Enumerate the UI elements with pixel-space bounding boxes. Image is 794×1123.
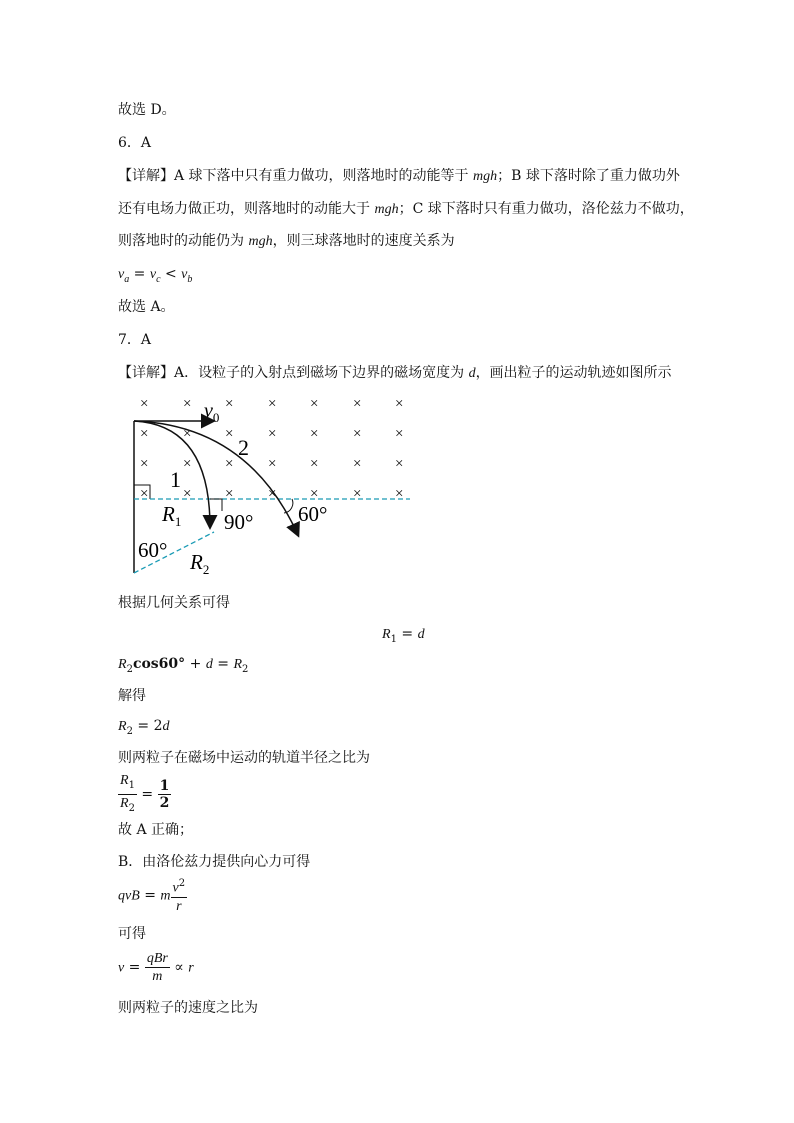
label-angle-60-right: 60° [298, 502, 328, 526]
ratio-intro: 则两粒子在磁场中运动的轨道半径之比为 [118, 750, 370, 766]
equation-velocity: v = $\frac{\text{qBr}}{m}$ ∝ r [118, 951, 194, 984]
field-cross: × [140, 486, 149, 502]
field-cross: × [310, 486, 319, 502]
field-cross: × [183, 486, 192, 502]
field-cross: × [225, 426, 234, 442]
equation-lorentz: qvB = m $\frac{v^2}{r}$ [118, 878, 186, 914]
explanation-7-line1: 【详解】A．设粒子的入射点到磁场下边界的磁场宽度为 d，画出粒子的运动轨迹如图所示 [118, 365, 672, 381]
field-cross: × [183, 396, 192, 412]
label-r2: $R_2$ [190, 550, 210, 577]
answer-6: 6．A [118, 135, 152, 151]
label-v0: $v_0$ [204, 400, 220, 425]
field-cross: × [353, 396, 362, 412]
field-cross: × [183, 456, 192, 472]
field-cross: × [353, 486, 362, 502]
speed-ratio-intro: 则两粒子的速度之比为 [118, 1000, 258, 1016]
label-angle-90: 90° [224, 510, 254, 534]
field-cross: × [183, 426, 192, 442]
explanation-6-line2: 还有电场力做正功，则落地时的动能大于 mgh；C 球下落时只有重力做功，洛伦兹力不做功， [118, 201, 694, 217]
field-cross: × [353, 426, 362, 442]
derive-label: 可得 [118, 926, 146, 942]
field-cross: × [140, 396, 149, 412]
label-trajectory-1: 1 [170, 467, 181, 492]
label-r1: $R_1$ [162, 502, 182, 529]
equation-r1: $R_1 = d$ [382, 626, 425, 645]
field-cross: × [225, 396, 234, 412]
field-cross: × [395, 396, 404, 412]
trajectory-figure [118, 385, 418, 580]
equation-r2-geometry: $R_2\cos 60^\circ + d = R_2$ [118, 656, 249, 675]
field-cross: × [225, 456, 234, 472]
line-select-d: 故选 D。 [118, 102, 176, 118]
part-b-intro: B．由洛伦兹力提供向心力可得 [118, 854, 311, 870]
label-trajectory-2: 2 [238, 435, 249, 460]
field-cross: × [268, 456, 277, 472]
right-angle-mark-90 [210, 499, 222, 511]
answer-7: 7．A [118, 332, 152, 348]
detail-tag: 【详解】 [118, 168, 174, 184]
field-cross: × [353, 456, 362, 472]
field-cross: × [225, 486, 234, 502]
field-cross: × [310, 456, 319, 472]
field-cross: × [140, 426, 149, 442]
equation-r2-result: $R_2 = 2d$ [118, 718, 170, 737]
field-cross: × [395, 486, 404, 502]
field-cross: × [395, 456, 404, 472]
solve-label: 解得 [118, 688, 146, 704]
field-cross: × [140, 456, 149, 472]
equation-radius-ratio: $\frac{R_1}{R_2}$ = $\frac{1}{2}$ [120, 773, 170, 814]
field-cross: × [268, 486, 277, 502]
label-angle-60-left: 60° [138, 538, 168, 562]
equation-speed-relation: $v_a = v_c < v_b$ [118, 266, 193, 285]
field-cross: × [395, 426, 404, 442]
line-select-a: 故选 A。 [118, 299, 175, 315]
field-cross: × [310, 426, 319, 442]
field-cross: × [268, 396, 277, 412]
explanation-6-line3: 则落地时的动能仍为 mgh，则三球落地时的速度关系为 [118, 233, 455, 249]
geometry-intro: 根据几何关系可得 [118, 595, 230, 611]
field-cross: × [268, 426, 277, 442]
detail-tag: 【详解】 [118, 365, 174, 381]
explanation-6-line1: 【详解】A 球下落中只有重力做功，则落地时的动能等于 mgh；B 球下落时除了重力做功外 [118, 168, 680, 184]
field-cross: × [310, 396, 319, 412]
conclusion-a: 故 A 正确； [118, 822, 194, 838]
